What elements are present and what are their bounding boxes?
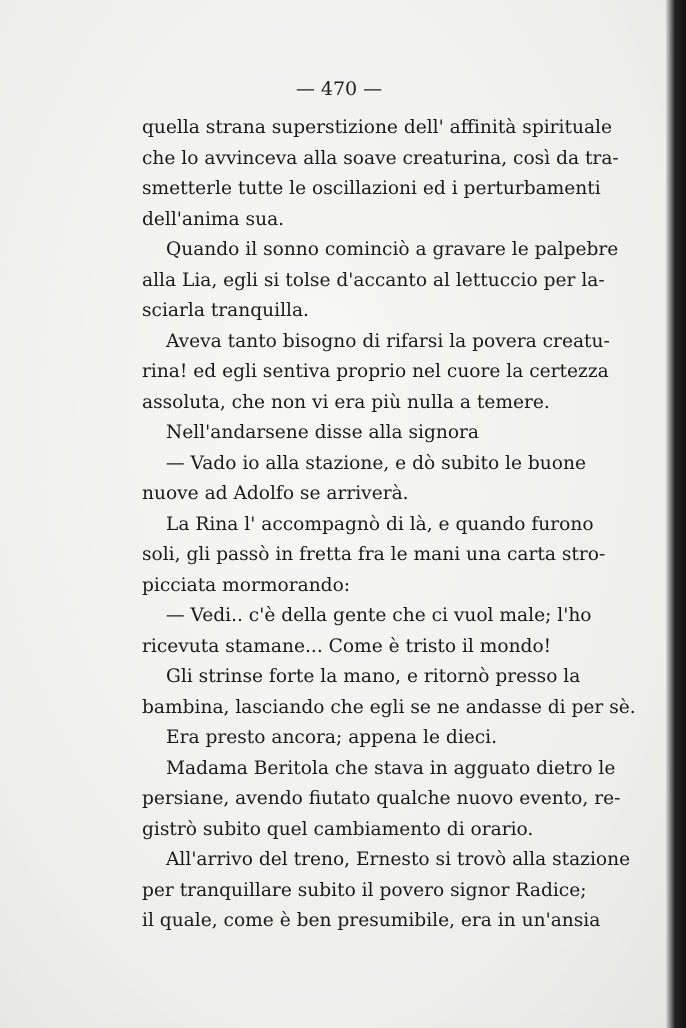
text-line: alla Lia, egli si tolse d'accanto al lettuccio per la-	[142, 269, 605, 291]
paragraph	[118, 754, 621, 846]
text-line: rina! ed egli sentiva proprio nel cuore la certezza	[142, 361, 609, 382]
text-line: bambina, lasciando che egli se ne andasse di per sè.	[142, 696, 636, 718]
paragraph	[118, 235, 619, 327]
text-line: Aveva tanto bisogno di rifarsi la povera creatu-	[166, 330, 610, 352]
text-line: picciata mormorando:	[142, 574, 351, 596]
text-line: Gli strinse forte la mano, e ritornò presso la	[166, 666, 581, 687]
text-line: nuove ad Adolfo se arriverà.	[142, 483, 409, 504]
text-line: sciarla tranquilla.	[142, 300, 309, 321]
paragraph	[118, 723, 570, 754]
paragraph	[118, 449, 586, 510]
paragraph	[118, 327, 610, 419]
text-line: quella strana superstizione dell' affinità spirituale	[142, 117, 612, 138]
paragraph	[118, 662, 636, 723]
book-binding-edge	[666, 0, 686, 1028]
text-line: persiane, avendo fiutato qualche nuovo evento, re-	[142, 788, 621, 809]
text-line: Quando il sonno cominciò a gravare le palpebre	[166, 239, 619, 260]
paragraph	[118, 418, 570, 449]
paragraph	[118, 845, 631, 937]
paragraph	[118, 601, 592, 662]
text-line: — Vedi.. c'è della gente che ci vuol male; l'ho	[166, 605, 592, 626]
text-line: smetterle tutte le oscillazioni ed i perturbamenti	[142, 178, 601, 199]
text-line: All'arrivo del treno, Ernesto si trovò alla stazione	[166, 849, 631, 870]
text-line: per tranquillare subito il povero signor Radice;	[142, 879, 587, 901]
text-line: Madama Beritola che stava in agguato dietro le	[166, 757, 616, 779]
paragraph	[118, 113, 619, 235]
text-line: che lo avvinceva alla soave creaturina, così da tra-	[142, 147, 619, 169]
paragraph	[118, 510, 606, 602]
text-line: assoluta, che non vi era più nulla a temere.	[142, 391, 550, 413]
page-number: — 470 —	[295, 78, 383, 100]
text-line: — Vado io alla stazione, e dò subito le buone	[166, 452, 586, 474]
text-line: soli, gli passò in fretta fra le mani una carta stro-	[142, 544, 606, 565]
page-text-body	[118, 113, 636, 937]
text-line: dell'anima sua.	[142, 208, 285, 230]
text-line: gistrò subito quel cambiamento di orario.	[142, 818, 534, 840]
text-line: il quale, come è ben presumibile, era in un'ansia	[142, 910, 601, 931]
text-line: Nell'andarsene disse alla signora	[166, 422, 480, 443]
text-line: ricevuta stamane... Come è tristo il mondo!	[142, 635, 552, 657]
text-line: Era presto ancora; appena le dieci.	[166, 727, 498, 748]
text-line: La Rina l' accompagnò di là, e quando furono	[166, 513, 594, 535]
